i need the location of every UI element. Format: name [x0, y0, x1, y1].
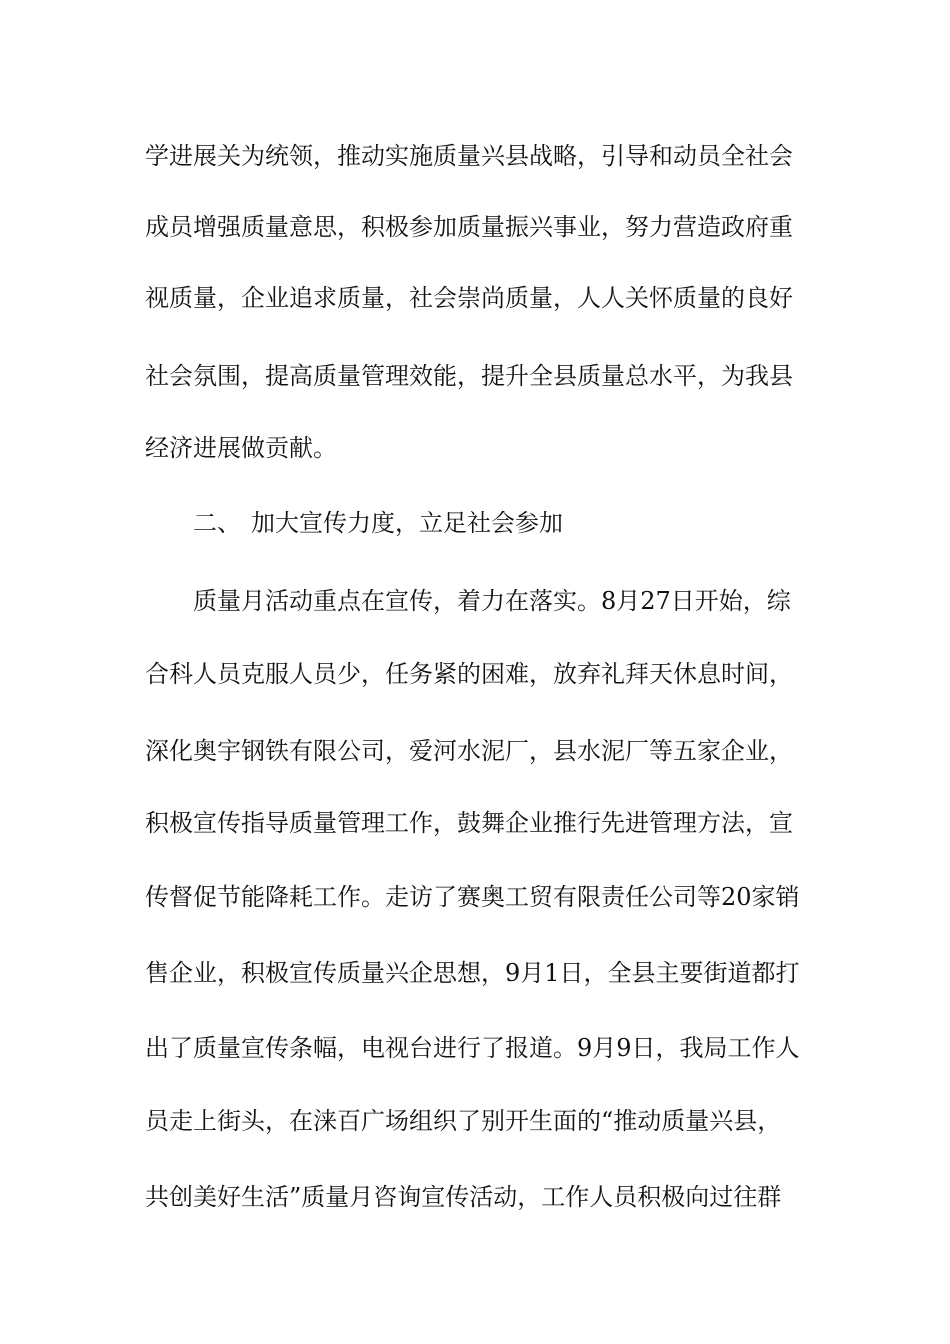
body-text-line: 共创美好生活”质量月咨询宣传活动，工作人员积极向过往群: [145, 1183, 782, 1211]
body-text-line: 出了质量宣传条幅，电视台进行了报道。9月9日，我局工作人: [145, 1034, 800, 1062]
body-text-line: 学进展关为统领，推动实施质量兴县战略，引导和动员全社会: [145, 142, 793, 170]
body-text-line: 质量月活动重点在宣传，着力在落实。8月27日开始，综: [193, 587, 791, 615]
body-text-line: 社会氛围，提高质量管理效能，提升全县质量总水平，为我县: [145, 362, 793, 390]
body-text-line: 视质量，企业追求质量，社会崇尚质量，人人关怀质量的良好: [145, 284, 793, 312]
body-text-line: 成员增强质量意思，积极参加质量振兴事业，努力营造政府重: [145, 213, 793, 241]
body-text-line: 积极宣传指导质量管理工作，鼓舞企业推行先进管理方法，宣: [145, 809, 793, 837]
body-text-line: 员走上街头，在涞百广场组织了别开生面的“推动质量兴县，: [145, 1107, 782, 1135]
body-text-line: 传督促节能降耗工作。走访了赛奥工贸有限责任公司等20家销: [145, 883, 800, 911]
body-text-line: 售企业，积极宣传质量兴企思想，9月1日，全县主要街道都打: [145, 959, 800, 987]
section-heading: [193, 503, 563, 543]
section-title: 加大宣传力度，立足社会参加: [251, 509, 563, 537]
body-text-line: 深化奥宇钢铁有限公司，爱河水泥厂，县水泥厂等五家企业，: [145, 737, 793, 765]
body-text-line: 经济进展做贡献。: [145, 434, 337, 462]
section-number: 二、: [193, 509, 241, 537]
body-text-line: 合科人员克服人员少，任务紧的困难，放弃礼拜天休息时间，: [145, 660, 793, 688]
